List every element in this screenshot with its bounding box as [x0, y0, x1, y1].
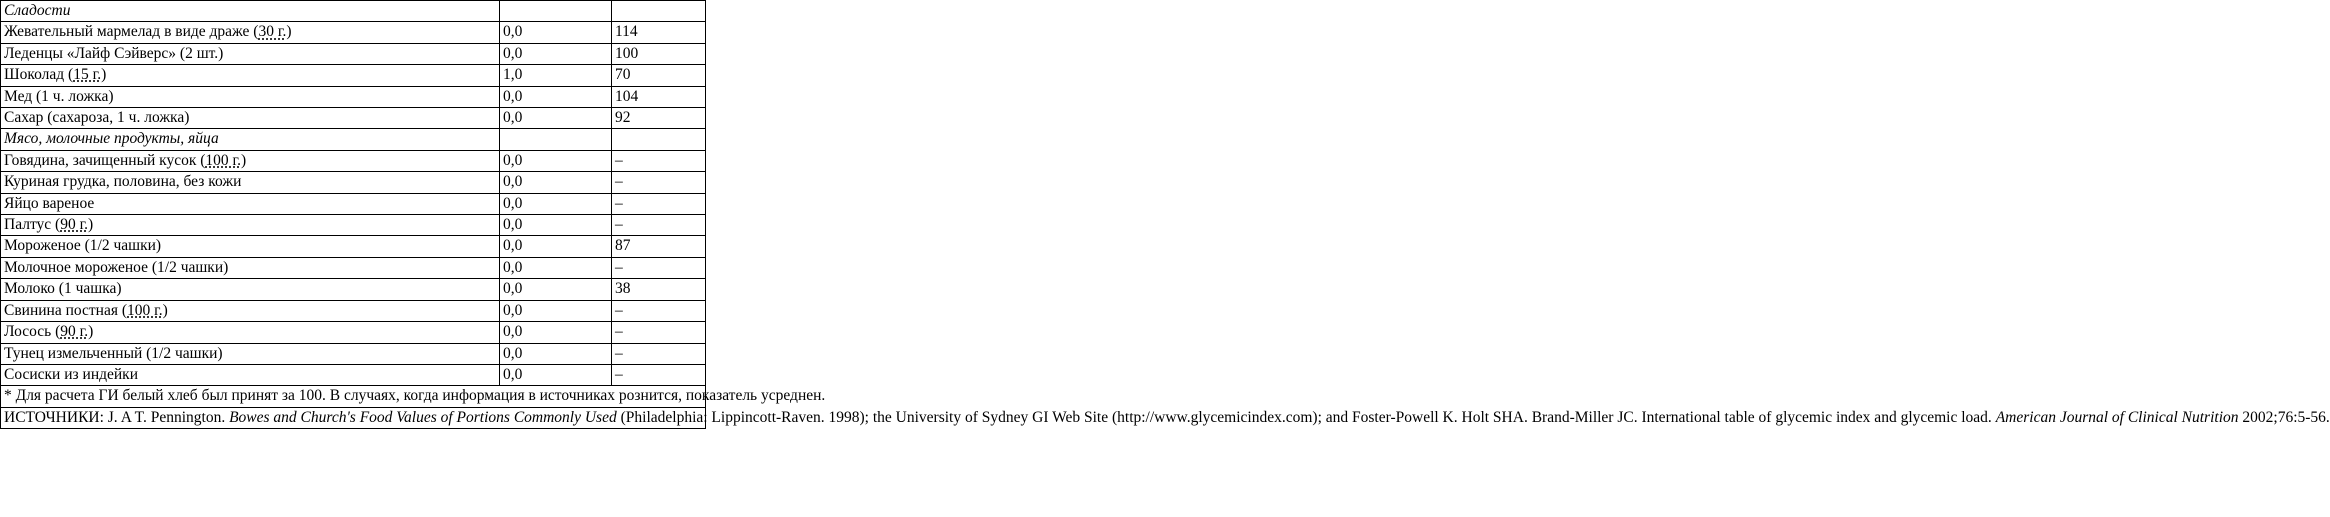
food-name: Говядина, зачищенный кусок (100 г.)	[1, 150, 500, 171]
value-col2: 0,0	[500, 86, 612, 107]
food-name: Свинина постная (100 г.)	[1, 300, 500, 321]
value-col2: 1,0	[500, 65, 612, 86]
value-col2: 0,0	[500, 150, 612, 171]
food-name: Сахар (сахароза, 1 ч. ложка)	[1, 108, 500, 129]
value-col3: –	[612, 364, 706, 385]
value-col2: 0,0	[500, 257, 612, 278]
food-name: Лосось (90 г.)	[1, 322, 500, 343]
value-col2: 0,0	[500, 300, 612, 321]
table-row	[1, 172, 706, 193]
section-header-row	[1, 1, 706, 22]
value-col2: 0,0	[500, 322, 612, 343]
footnote-row	[1, 386, 706, 407]
food-name: Сосиски из индейки	[1, 364, 500, 385]
food-name: Мороженое (1/2 чашки)	[1, 236, 500, 257]
journal-title: American Journal of Clinical Nutrition	[1995, 408, 2239, 426]
section-header-row	[1, 129, 706, 150]
value-col2: 0,0	[500, 364, 612, 385]
table-row	[1, 43, 706, 64]
table-row	[1, 193, 706, 214]
value-col3: –	[612, 150, 706, 171]
section-title: Мясо, молочные продукты, яйца	[1, 129, 500, 150]
food-name: Молочное мороженое (1/2 чашки)	[1, 257, 500, 278]
value-col3: –	[612, 215, 706, 236]
value-col2: 0,0	[500, 343, 612, 364]
table-row	[1, 279, 706, 300]
footnote: * Для расчета ГИ белый хлеб был принят за 100. В случаях, когда информация в источниках рознится, показатель усреднен.	[1, 386, 706, 407]
sources-citation: ИСТОЧНИКИ: J. A T. Pennington. Bowes and Church's Food Values of Portions Commonly Used (Philadelphia: Lippincott-Raven. 1998); the University of Sydney GI Web Site (http://www.glycemicindex.com); and Foster-Powell K. Holt SHA. Brand-Miller JC. International table of glycemic index and glycemic load. American Journal of Clinical Nutrition 2002;76:5-56.	[1, 407, 706, 428]
value-col3: 70	[612, 65, 706, 86]
table-row	[1, 108, 706, 129]
food-name: Палтус (90 г.)	[1, 215, 500, 236]
food-name: Леденцы «Лайф Сэйверс» (2 шт.)	[1, 43, 500, 64]
value-col3: 100	[612, 43, 706, 64]
value-col3: –	[612, 300, 706, 321]
value-col3: 114	[612, 22, 706, 43]
food-name: Мед (1 ч. ложка)	[1, 86, 500, 107]
section-title: Сладости	[1, 1, 500, 22]
table-row	[1, 215, 706, 236]
table-row	[1, 322, 706, 343]
table-row	[1, 86, 706, 107]
value-col2: 0,0	[500, 193, 612, 214]
food-name: Молоко (1 чашка)	[1, 279, 500, 300]
value-col3: –	[612, 257, 706, 278]
food-name: Куриная грудка, половина, без кожи	[1, 172, 500, 193]
value-col3: 92	[612, 108, 706, 129]
food-name: Тунец измельченный (1/2 чашки)	[1, 343, 500, 364]
table-row	[1, 343, 706, 364]
book-title: Bowes and Church's Food Values of Portions Commonly Used	[229, 408, 617, 426]
sources-row	[1, 407, 706, 428]
value-col3: 38	[612, 279, 706, 300]
value-col2: 0,0	[500, 172, 612, 193]
table-row	[1, 150, 706, 171]
value-col3: 87	[612, 236, 706, 257]
food-name: Жевательный мармелад в виде драже (30 г.)	[1, 22, 500, 43]
value-col2: 0,0	[500, 43, 612, 64]
value-col2: 0,0	[500, 279, 612, 300]
value-col3: –	[612, 193, 706, 214]
value-col3: –	[612, 343, 706, 364]
value-col2: 0,0	[500, 236, 612, 257]
table-row	[1, 364, 706, 385]
value-col3: –	[612, 172, 706, 193]
table-row	[1, 300, 706, 321]
value-col3: –	[612, 322, 706, 343]
table-row	[1, 236, 706, 257]
food-name: Шоколад (15 г.)	[1, 65, 500, 86]
table-row	[1, 65, 706, 86]
value-col2: 0,0	[500, 22, 612, 43]
table-row	[1, 257, 706, 278]
value-col2: 0,0	[500, 108, 612, 129]
table-row	[1, 22, 706, 43]
food-name: Яйцо вареное	[1, 193, 500, 214]
value-col2: 0,0	[500, 215, 612, 236]
value-col3: 104	[612, 86, 706, 107]
